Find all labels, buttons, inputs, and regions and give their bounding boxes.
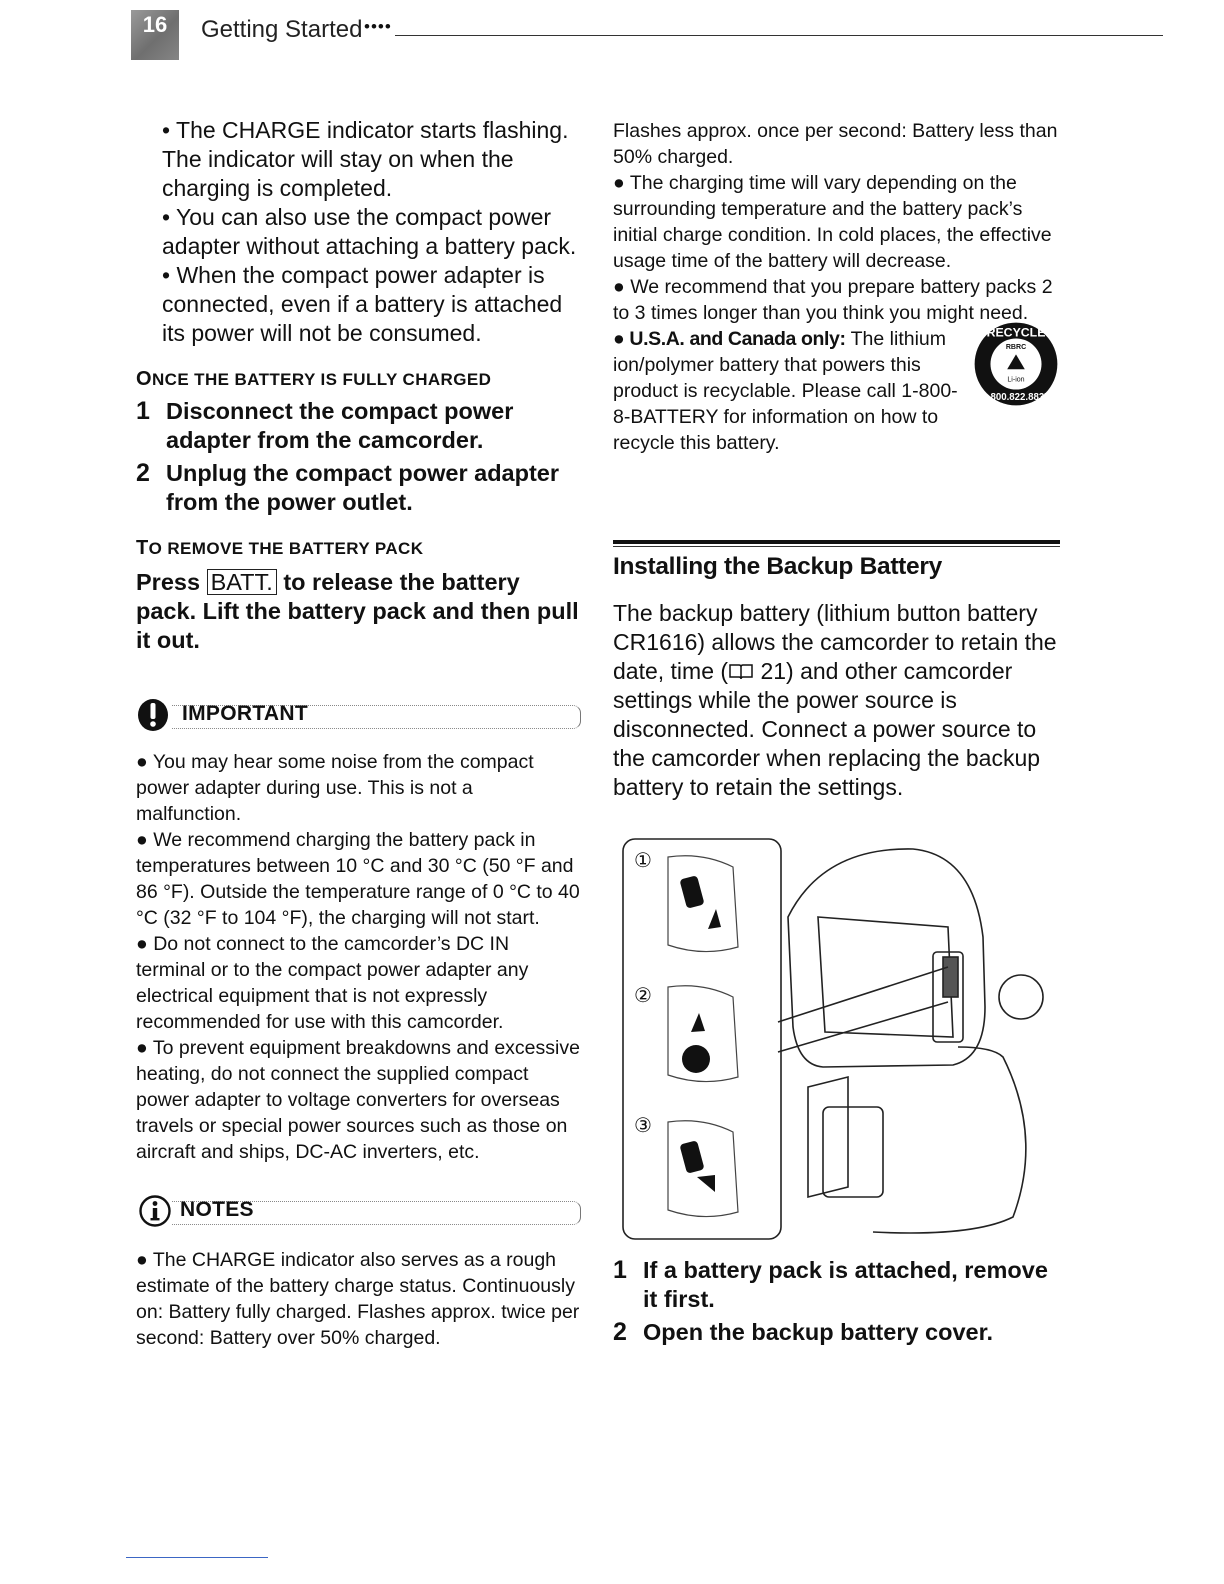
notes-continued: Flashes approx. once per second: Battery less than 50% charged.	[613, 120, 1058, 168]
left-column	[136, 116, 581, 1351]
step-item: 2 Open the backup battery cover.	[613, 1318, 993, 1346]
batt-key: BATT.	[207, 569, 277, 595]
warning-icon	[136, 697, 172, 733]
notes-label: NOTES	[180, 1198, 254, 1221]
backup-section	[613, 540, 1060, 1347]
svg-text:1.800.822.8837: 1.800.822.8837	[982, 392, 1050, 404]
remove-section	[136, 537, 581, 655]
notes-continued: ● We recommend that you prepare battery packs 2 to 3 times longer than you think you might need.	[613, 276, 1053, 324]
backup-title: Installing the Backup Battery	[613, 553, 942, 580]
svg-text:③: ③	[634, 1113, 652, 1137]
important-item: ● We recommend charging the battery pack in temperatures between 10 °C and 30 °C (50 °F and 86 °F). Outside the temperature range of 0 °C to 40 °C (32 °F to 104 °F), the charging will not start.	[136, 829, 580, 929]
svg-text:②: ②	[634, 983, 652, 1007]
page-header	[131, 8, 1163, 62]
step-item: 2 Unplug the compact power adapter from the power outlet.	[136, 459, 560, 515]
right-column	[613, 118, 1060, 1347]
svg-text:RBRC: RBRC	[1005, 344, 1027, 352]
info-icon	[138, 1193, 174, 1229]
recycle-note: ● U.S.A. and Canada only: The lithium ion/polymer battery that powers this product is recyclable. Please call 1-800-8-BATTERY for information on how to recycle this battery. RECYCLE RBRC Li-ion 1.800.822.8837	[613, 326, 1060, 456]
svg-text:Li-ion: Li-ion	[1007, 376, 1025, 384]
book-icon	[728, 663, 754, 681]
backup-illustration	[613, 837, 1053, 1242]
notes-continued: ● The charging time will vary depending on the surrounding temperature and the battery pack’s initial charge condition. In cold places, the effective usage time of the battery will decrease.	[613, 172, 1052, 272]
step-item: 1 If a battery pack is attached, remove it first.	[613, 1256, 1048, 1312]
chapter-title: Getting Started	[201, 16, 363, 43]
bullet-item: • When the compact power adapter is connected, even if a battery is attached its power will not be consumed.	[162, 262, 563, 346]
once-charged-heading: ONCE THE BATTERY IS FULLY CHARGED	[136, 368, 492, 390]
notes-text: ● The CHARGE indicator also serves as a rough estimate of the battery charge status. Continuously on: Battery fully charged. Flashes approx. twice per second: Battery over 50% charged.	[136, 1249, 580, 1349]
page-number-badge: 16	[131, 10, 179, 60]
svg-text:①: ①	[634, 848, 652, 872]
bullet-item: • The CHARGE indicator starts flashing. The indicator will stay on when the charging is completed.	[162, 117, 569, 201]
bullet-item: • You can also use the compact power adapter without attaching a battery pack.	[162, 204, 577, 259]
svg-text:RECYCLE: RECYCLE	[986, 325, 1046, 340]
important-item: ● Do not connect to the camcorder’s DC IN terminal or to the compact power adapter any electrical equipment that is not expressly recommended for use with this camcorder.	[136, 933, 529, 1033]
important-item: ● To prevent equipment breakdowns and excessive heating, do not connect the supplied compact power adapter to voltage converters for overseas travels or special power sources such as those on aircraft and ships, DC-AC inverters, etc.	[136, 1037, 580, 1163]
important-label: IMPORTANT	[182, 702, 308, 725]
once-charged-section	[136, 368, 581, 517]
intro-bullets	[162, 116, 581, 348]
important-box	[136, 695, 581, 1165]
section-rule	[613, 540, 1060, 544]
notes-box	[136, 1191, 581, 1351]
remove-heading: TO REMOVE THE BATTERY PACK	[136, 537, 424, 559]
remove-instruction: Press BATT. to release the battery pack. Lift the battery pack and then pull it out.	[136, 569, 579, 653]
header-rule	[395, 35, 1163, 36]
header-dots: ••••	[364, 17, 392, 36]
recycle-logo-icon	[972, 320, 1060, 408]
important-item: ● You may hear some noise from the compact power adapter during use. This is not a malfunction.	[136, 751, 534, 825]
backup-body: The backup battery (lithium button battery CR1616) allows the camcorder to retain the date, time ( 21) and other camcorder settings while the power source is disconnected. Connect a power source to the camcorder when replacing the backup battery to retain the settings.	[613, 600, 1057, 800]
step-item: 1 Disconnect the compact power adapter from the camcorder.	[136, 397, 514, 453]
footer-rule	[126, 1557, 268, 1558]
